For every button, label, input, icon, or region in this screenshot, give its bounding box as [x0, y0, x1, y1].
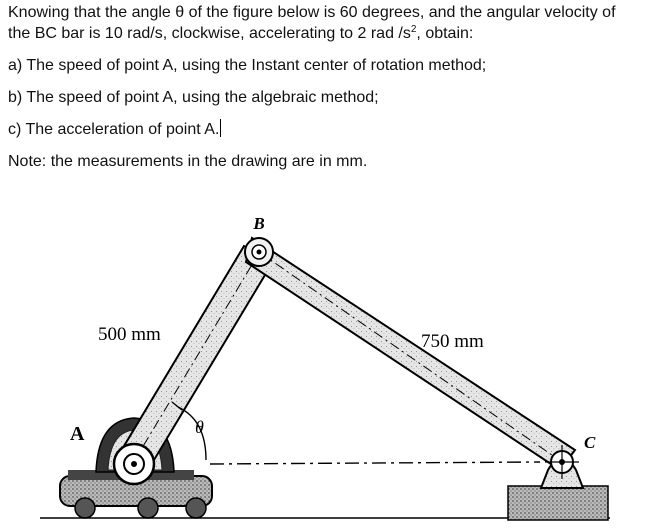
item-c-text: c) The acceleration of point A. — [8, 121, 220, 138]
label-b: B — [253, 214, 265, 233]
item-a: a) The speed of point A, using the Instant center of rotation method; — [8, 57, 487, 74]
problem-line-2-end: , obtain: — [416, 25, 474, 42]
bar-bc — [246, 238, 575, 470]
pin-b — [245, 238, 273, 266]
dimension-bc: 750 mm — [421, 331, 484, 352]
item-b: b) The speed of point A, using the algebraic method; — [8, 89, 379, 106]
label-a: A — [70, 423, 85, 445]
label-c: C — [584, 433, 596, 452]
pin-a — [114, 444, 154, 484]
support-c — [508, 445, 608, 520]
exponent: 2 — [410, 24, 417, 35]
reference-line — [210, 462, 540, 464]
note: Note: the measurements in the drawing are in mm. — [8, 153, 368, 170]
problem-line-2-text: the BC bar is 10 rad/s, clockwise, accelerating to 2 rad /s — [8, 25, 411, 42]
label-theta: θ — [195, 417, 204, 437]
problem-line-1: Knowing that the angle θ of the figure below is 60 degrees, and the angular velocity of — [8, 4, 616, 21]
dimension-ab: 500 mm — [98, 324, 161, 345]
